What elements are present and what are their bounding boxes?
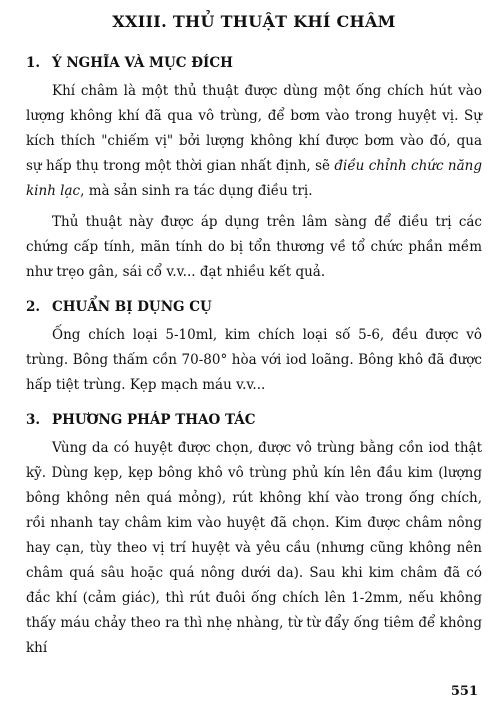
section-heading [26, 55, 482, 71]
section-number: 2. [26, 299, 41, 315]
paragraph-text: , mà sản sinh ra tác dụng điều trị. [80, 183, 313, 199]
section-heading [26, 299, 482, 315]
section-title: Ý NGHĨA VÀ MỤC ĐÍCH [52, 55, 233, 71]
emphasis-text: điều chỉnh chức năng kinh lạc [26, 158, 482, 199]
page-number: 551 [450, 684, 478, 699]
section-title: PHƯƠNG PHÁP THAO TÁC [52, 412, 256, 428]
paragraph [26, 79, 482, 204]
paragraph: Thủ thuật này được áp dụng trên lâm sàng để điều trị các chứng cấp tính, mãn tính do bị tổn thương về tổ chức phần mềm như trẹo gân, sái cổ v.v... đạt nhiều kết quả. [26, 214, 482, 280]
section-method [26, 412, 482, 661]
paragraph: Ống chích loại 5-10ml, kim chích loại số 5-6, đều được vô trùng. Bông thấm cồn 70-80° hòa với iod loãng. Bông khô đã được hấp tiệt trùng. Kẹp mạch máu v.v... [26, 327, 482, 393]
section-purpose [26, 55, 482, 285]
section-heading [26, 412, 482, 428]
page-title: XXIII. THỦ THUẬT KHÍ CHÂM [112, 12, 396, 31]
section-tools [26, 299, 482, 398]
paragraph-text: Khí châm là một thủ thuật được dùng một ống chích hút vào lượng không khí đã qua vô trùng, để bơm vào trong huyệt vị. Sự kích thích "chiếm vị" bởi lượng không khí được bơm vào đó, qua sự hấp thụ trong một thời gian nhất định, sẽ [26, 83, 482, 174]
section-title: CHUẨN BỊ DỤNG CỤ [52, 299, 212, 315]
section-number: 1. [26, 55, 41, 71]
paragraph: Vùng da có huyệt được chọn, được vô trùng bằng cồn iod thật kỹ. Dùng kẹp, kẹp bông khô vô trùng phủ kín lên đầu kim (lượng bông không nên quá mỏng), rút không khí vào trong ống chích, rồi nhanh tay châm kim vào huyệt đã chọn. Kim được châm nông hay cạn, tùy theo vị trí huyệt và yêu cầu (nhưng cũng không nên châm quá sâu hoặc quá nông dưới da). Sau khi kim châm đã có đắc khí (cảm giác), thì rút đuôi ống chích lên 1-2mm, nếu không thấy máu chảy theo ra thì nhẹ nhàng, từ từ đẩy ống tiêm để không khí [26, 440, 482, 656]
section-number: 3. [26, 412, 41, 428]
